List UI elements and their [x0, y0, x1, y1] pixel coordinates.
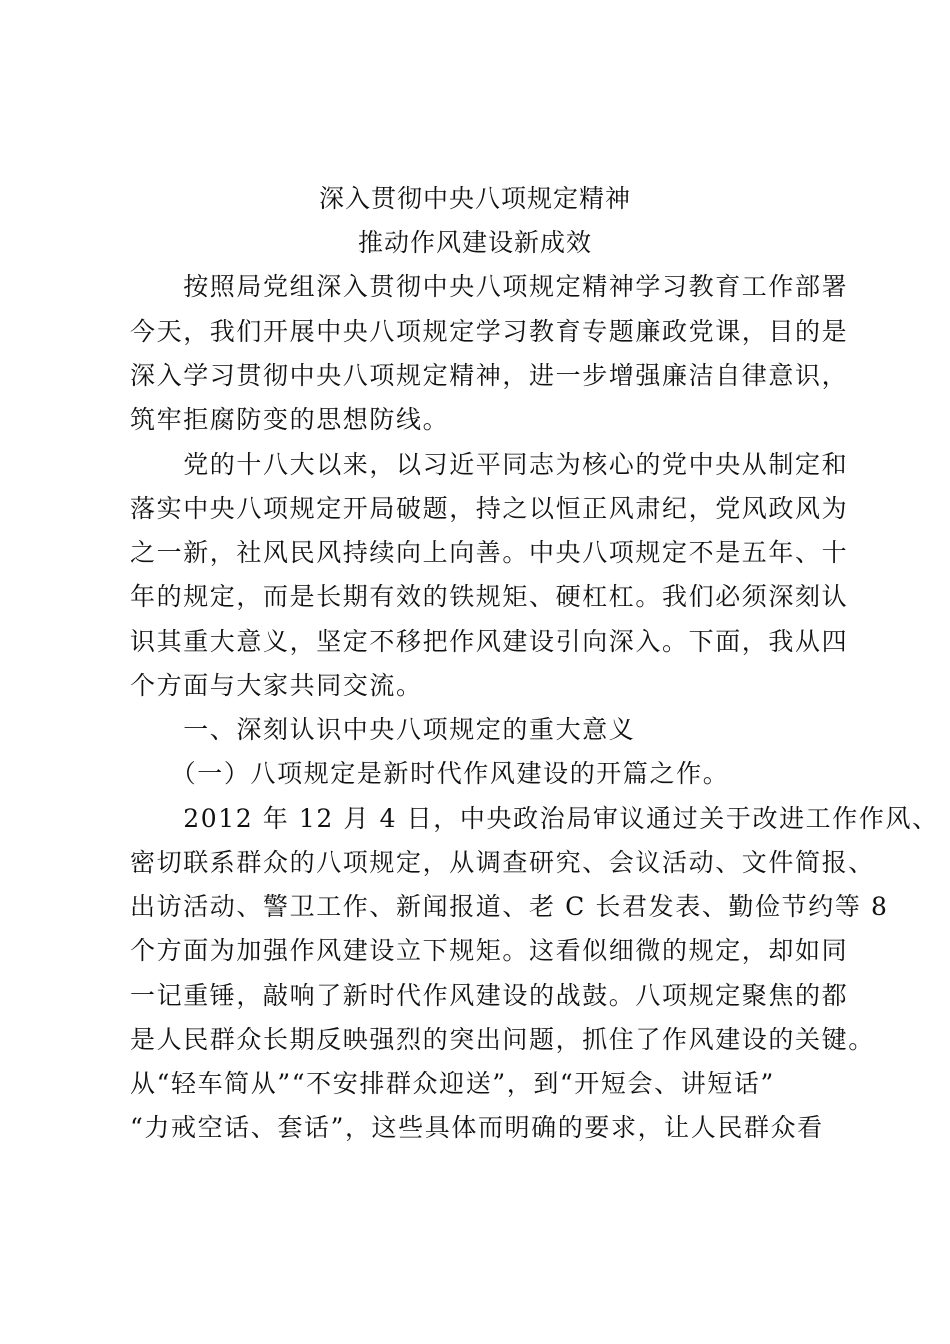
subsection-heading: （一）八项规定是新时代作风建设的开篇之作。 — [130, 759, 730, 788]
body-text-line: 今天，我们开展中央八项规定学习教育专题廉政党课，目的是 — [130, 317, 849, 346]
body-text-line: 个方面为加强作风建设立下规矩。这看似细微的规定，却如同 — [130, 936, 849, 965]
body-text-line: 出访活动、警卫工作、新闻报道、老 C 长君发表、勤俭节约等 8 — [130, 892, 889, 921]
body-text-line: 落实中央八项规定开局破题，持之以恒正风肃纪，党风政风为 — [130, 494, 849, 523]
section-heading: 一、深刻认识中央八项规定的重大意义 — [130, 715, 636, 744]
body-text-line: “力戒空话、套话”，这些具体而明确的要求，让人民群众看 — [130, 1113, 824, 1142]
body-text-line: 密切联系群众的八项规定，从调查研究、会议活动、文件简报、 — [130, 848, 875, 877]
body-text-line: 之一新，社风民风持续向上向善。中央八项规定不是五年、十 — [130, 538, 849, 567]
body-text-line: 2012 年 12 月 4 日，中央政治局审议通过关于改进工作作风、 — [130, 804, 939, 833]
body-text-line: 党的十八大以来，以习近平同志为核心的党中央从制定和 — [130, 450, 849, 479]
document-title-line-1: 深入贯彻中央八项规定精神 — [318, 184, 631, 213]
body-text-line: 从“轻车简从”“不安排群众迎送”，到“开短会、讲短话” — [130, 1069, 775, 1098]
body-text-line: 个方面与大家共同交流。 — [130, 671, 423, 700]
body-text-line: 按照局党组深入贯彻中央八项规定精神学习教育工作部署 — [130, 272, 849, 301]
body-text-line: 深入学习贯彻中央八项规定精神，进一步增强廉洁自律意识， — [130, 361, 849, 390]
body-text-line: 年的规定，而是长期有效的铁规矩、硬杠杠。我们必须深刻认 — [130, 582, 849, 611]
document-title-line-2: 推动作风建设新成效 — [357, 228, 592, 257]
body-text-line: 筑牢拒腐防变的思想防线。 — [130, 405, 450, 434]
body-text-line: 是人民群众长期反映强烈的突出问题，抓住了作风建设的关键。 — [130, 1025, 875, 1054]
body-text-line: 一记重锤，敲响了新时代作风建设的战鼓。八项规定聚焦的都 — [130, 981, 849, 1010]
body-text-line: 识其重大意义，坚定不移把作风建设引向深入。下面，我从四 — [130, 627, 849, 656]
